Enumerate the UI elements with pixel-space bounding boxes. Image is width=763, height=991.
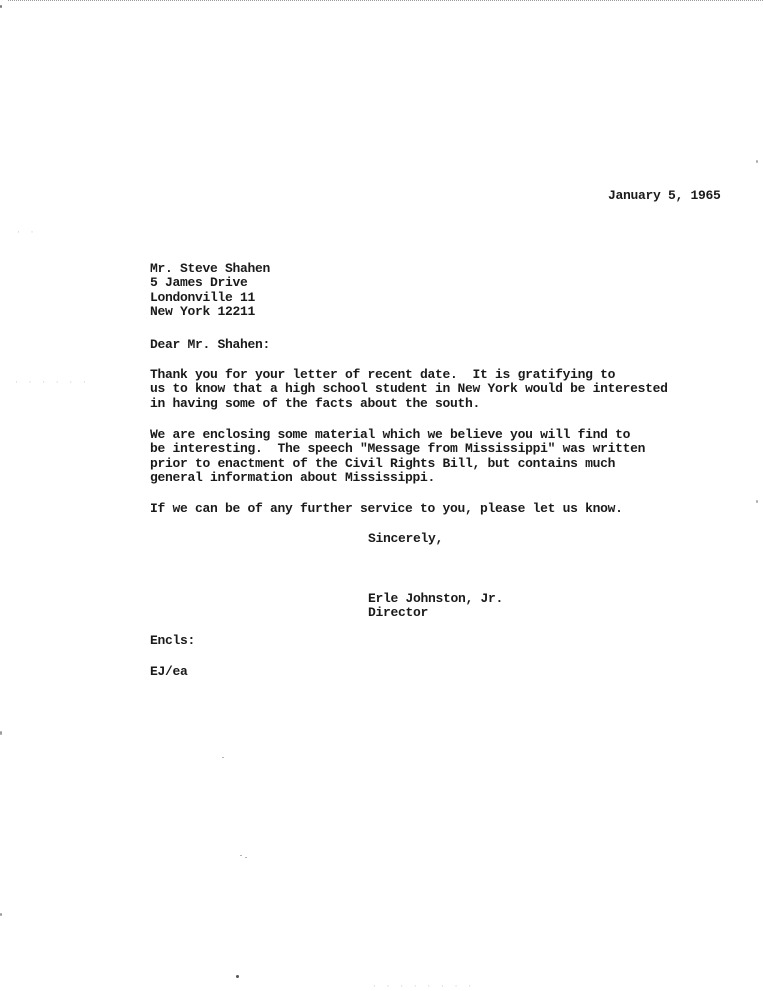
enclosure-note: Encls: — [150, 633, 196, 648]
scan-speck — [0, 5, 2, 8]
paragraph-2-line: be interesting. The speech "Message from Mississippi" was written — [150, 441, 646, 456]
scan-speck — [245, 857, 247, 858]
scan-speck — [236, 975, 239, 978]
paragraph-3: If we can be of any further service to you, please let us know. — [150, 501, 623, 516]
recipient-street: 5 James Drive — [150, 275, 248, 290]
scan-speck — [240, 855, 242, 856]
scan-noise: · · · · · · · · — [372, 982, 475, 991]
paragraph-1-line: Thank you for your letter of recent date. It is gratifying to — [150, 367, 616, 382]
recipient-name: Mr. Steve Shahen — [150, 261, 271, 276]
paragraph-1-line: in having some of the facts about the south. — [150, 396, 481, 411]
paragraph-2-line: We are enclosing some material which we believe you will find to — [150, 427, 631, 442]
paragraph-2-line: prior to enactment of the Civil Rights Bill, but contains much — [150, 456, 616, 471]
paragraph-2-line: general information about Mississippi. — [150, 470, 436, 485]
scan-speck — [756, 500, 758, 503]
scan-speck — [756, 160, 758, 163]
scan-noise: · · — [16, 228, 37, 237]
signer-name: Erle Johnston, Jr. — [368, 591, 504, 606]
signer-title: Director — [368, 605, 429, 620]
closing: Sincerely, — [368, 531, 444, 546]
reference-initials: EJ/ea — [150, 664, 188, 679]
top-edge-rule — [8, 0, 763, 5]
letter-date: January 5, 1965 — [608, 188, 721, 203]
scan-speck — [0, 731, 2, 735]
scan-speck — [0, 913, 2, 916]
salutation: Dear Mr. Shahen: — [150, 337, 271, 352]
recipient-city: Londonville 11 — [150, 290, 256, 305]
scan-speck — [222, 757, 224, 758]
paragraph-1-line: us to know that a high school student in New York would be interested — [150, 381, 668, 396]
scan-noise: · · · · · · — [14, 378, 89, 387]
recipient-state-zip: New York 12211 — [150, 304, 256, 319]
